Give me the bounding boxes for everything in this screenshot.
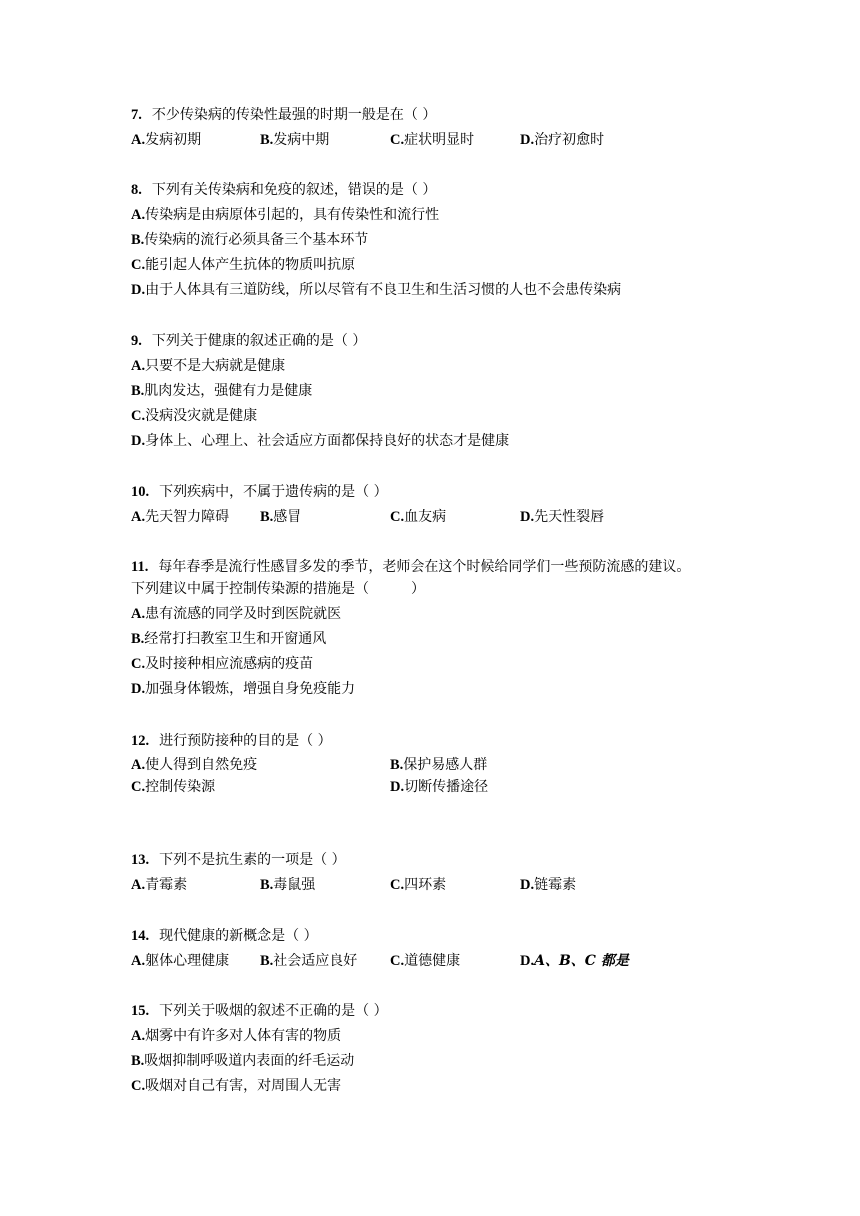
question-number: 14. [131, 928, 150, 944]
option-a: A.先天智力障碍 [131, 509, 230, 525]
question-number: 12. [131, 733, 150, 749]
option-d: D.链霉素 [520, 877, 577, 893]
question-text: 下列疾病中，不属于遗传病的是（ ） [159, 484, 388, 500]
option-c: C.症状明显时 [390, 132, 475, 148]
question-stem [131, 480, 751, 505]
question-13 [131, 848, 751, 898]
option-c: C.道德健康 [390, 953, 461, 969]
question-text: 进行预防接种的目的是（ ） [159, 733, 332, 749]
question-text: 下列不是抗生素的一项是（ ） [159, 852, 346, 868]
question-text: 下列关于吸烟的叙述不正确的是（ ） [159, 1003, 388, 1019]
option-d: D.加强身体锻炼，增强自身免疫能力 [131, 681, 356, 697]
option-b: B.发病中期 [260, 132, 330, 148]
option-d: D.先天性裂唇 [520, 509, 605, 525]
option-d: D.切断传播途径 [390, 779, 489, 795]
question-10 [131, 480, 751, 530]
question-12 [131, 729, 751, 798]
question-number: 9. [131, 333, 142, 349]
option-b: B.肌肉发达，强健有力是健康 [131, 383, 313, 399]
question-number: 10. [131, 484, 150, 500]
options-row [131, 949, 751, 974]
question-stem-continued: 下列建议中属于控制传染源的措施是（ ） [131, 581, 425, 597]
option-b: B.吸烟抑制呼吸道内表面的纤毛运动 [131, 1053, 355, 1069]
options-row [131, 505, 751, 530]
option-c: C.能引起人体产生抗体的物质叫抗原 [131, 257, 356, 273]
question-15 [131, 999, 751, 1099]
option-b: B.感冒 [260, 509, 302, 525]
question-14 [131, 924, 751, 974]
question-9 [131, 329, 751, 454]
option-b: B.毒鼠强 [260, 877, 316, 893]
question-number: 8. [131, 182, 142, 198]
question-number: 13. [131, 852, 150, 868]
question-stem [131, 729, 751, 754]
question-text: 不少传染病的传染性最强的时期一般是在（ ） [151, 107, 437, 123]
options-row [131, 128, 751, 153]
option-a: A.只要不是大病就是健康 [131, 358, 286, 374]
option-b: B.保护易感人群 [390, 757, 488, 773]
options-row [131, 873, 751, 898]
question-stem [131, 103, 751, 128]
question-11 [131, 555, 751, 702]
option-b: B.社会适应良好 [260, 953, 358, 969]
question-text: 下列关于健康的叙述正确的是（ ） [151, 333, 367, 349]
question-number: 11. [131, 559, 149, 575]
option-a: A.发病初期 [131, 132, 202, 148]
option-a: A.青霉素 [131, 877, 188, 893]
options-row [131, 776, 751, 798]
option-a: A.传染病是由病原体引起的，具有传染性和流行性 [131, 207, 440, 223]
option-d: D.A、B、C 都是 [520, 953, 629, 969]
option-d: D.由于人体具有三道防线，所以尽管有不良卫生和生活习惯的人也不会患传染病 [131, 282, 622, 298]
options-row [131, 754, 751, 776]
option-c: C.控制传染源 [131, 779, 216, 795]
option-c: C.没病没灾就是健康 [131, 408, 258, 424]
question-number: 7. [131, 107, 142, 123]
question-stem [131, 329, 751, 354]
question-text: 现代健康的新概念是（ ） [159, 928, 318, 944]
question-8 [131, 178, 751, 303]
option-c: C.吸烟对自己有害，对周围人无害 [131, 1078, 342, 1094]
option-d: D.身体上、心理上、社会适应方面都保持良好的状态才是健康 [131, 433, 510, 449]
question-stem [131, 999, 751, 1024]
option-c: C.及时接种相应流感病的疫苗 [131, 656, 314, 672]
option-a: A.烟雾中有许多对人体有害的物质 [131, 1028, 342, 1044]
option-a: A.躯体心理健康 [131, 953, 230, 969]
question-stem [131, 555, 751, 580]
question-text: 每年春季是流行性感冒多发的季节，老师会在这个时候给同学们一些预防流感的建议。 [158, 559, 691, 575]
option-c: C.血友病 [390, 509, 447, 525]
option-a: A.使人得到自然免疫 [131, 757, 258, 773]
question-stem [131, 924, 751, 949]
question-stem [131, 178, 751, 203]
question-text: 下列有关传染病和免疫的叙述，错误的是（ ） [151, 182, 437, 198]
question-stem [131, 848, 751, 873]
option-b: B.传染病的流行必须具备三个基本环节 [131, 232, 369, 248]
question-number: 15. [131, 1003, 150, 1019]
option-a: A.患有流感的同学及时到医院就医 [131, 606, 342, 622]
question-7 [131, 103, 751, 153]
option-d: D.治疗初愈时 [520, 132, 605, 148]
option-b: B.经常打扫教室卫生和开窗通风 [131, 631, 327, 647]
option-c: C.四环素 [390, 877, 447, 893]
